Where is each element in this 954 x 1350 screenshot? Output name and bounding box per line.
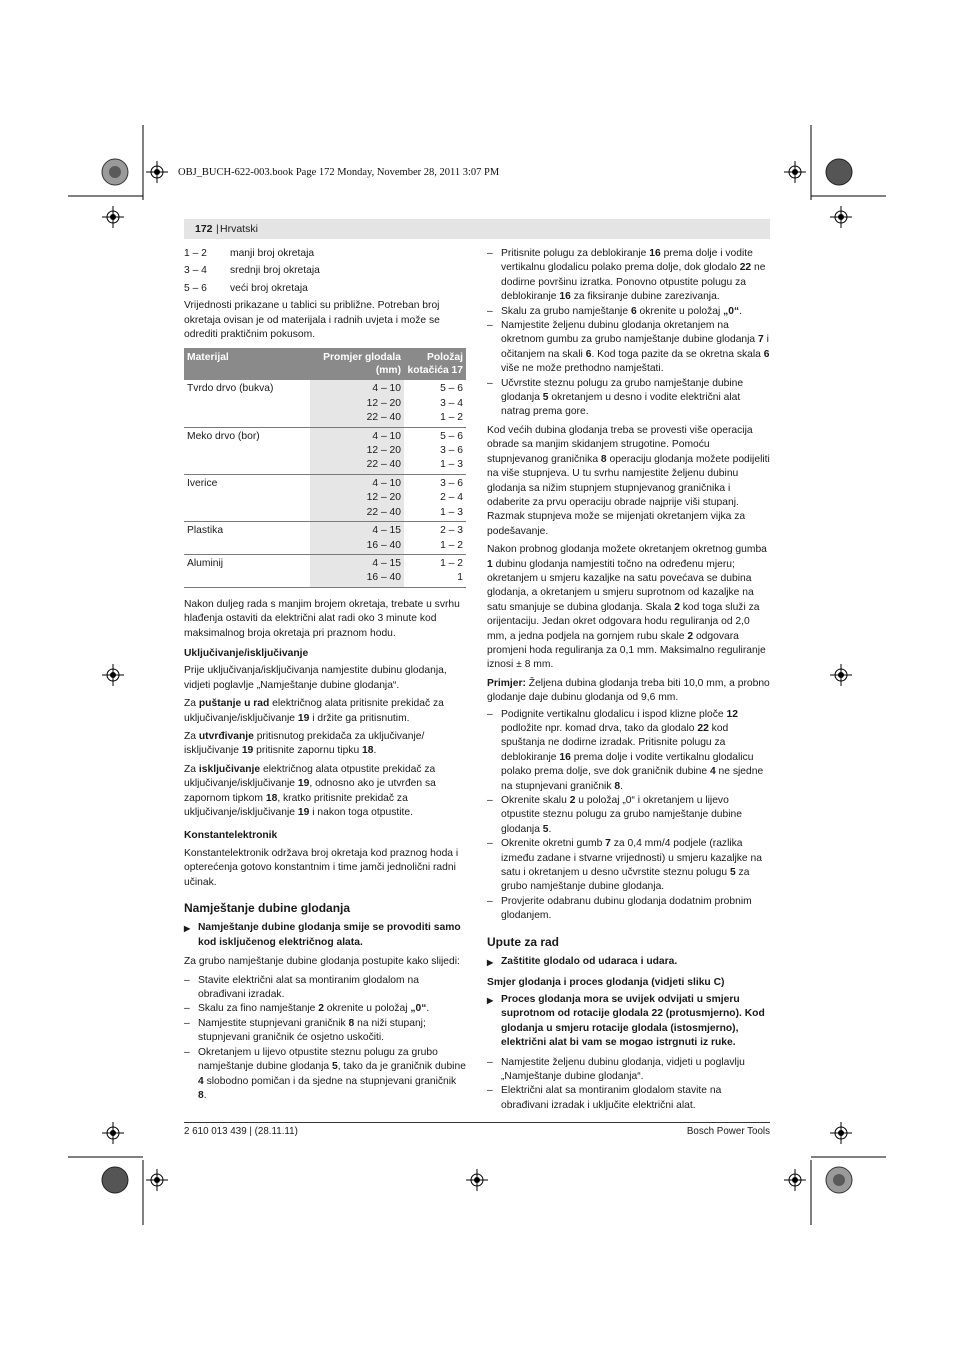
depth-step-7: – Namjestite željenu dubinu glodanja okretanjem na okretnom gumbu za grubo namještanje dubine glodanja 7 i očitanjem na skali 6. Kod toga pazite da se okretna skala 6 više ne može prethodno namještati.	[487, 320, 770, 375]
table-row	[184, 380, 466, 427]
position-value: 2 – 3	[440, 525, 463, 537]
cell-position	[404, 474, 466, 521]
speed-table	[184, 348, 466, 587]
depth-step-5: – Pritisnite polugu za deblokiranje 16 prema dolje i vodite vertikalnu glodalicu polako prema dolje, dok glodalo 22 ne dodirne površinu izratka. Ponovno otpustite polugu za deblokiranje 16 za fiksiranje dubine zarezivanja.	[487, 248, 766, 303]
position-value: 1 – 2	[440, 557, 463, 569]
position-value: 3 – 6	[440, 477, 463, 489]
direction-warning: ▶ Proces glodanja mora se uvijek odvijati u smjeru suprotnom od rotacije glodala 22 (protusmjerno). Kod glodanja u smjeru rotacije glodala (istosmjerno), električni alat bi vam se mogao istrgnuti iz ruke.	[487, 993, 770, 1051]
work-warning: ▶ Zaštitite glodalo od udaraca i udara.	[487, 955, 770, 970]
header-position: Položaj kotačića 17	[404, 348, 466, 380]
konst-heading: Konstantelektronik	[184, 830, 278, 842]
cell-material: Aluminij	[184, 554, 310, 587]
cell-diameter	[310, 554, 404, 587]
cell-position	[404, 554, 466, 587]
position-value: 1 – 3	[440, 459, 463, 471]
position-value: 1 – 3	[440, 506, 463, 518]
work-step-2: – Električni alat sa montiranim glodalom stavite na obrađivani izradak i uključite električni alat.	[487, 1085, 722, 1111]
diameter-value: 4 – 10	[372, 477, 401, 489]
position-value: 2 – 4	[440, 492, 463, 504]
speed-row	[184, 282, 466, 296]
direction-heading: Smjer glodanja i proces glodanja (vidjeti sliku C)	[487, 976, 725, 988]
right-column	[487, 247, 770, 1113]
diameter-value: 4 – 15	[372, 557, 401, 569]
cell-position	[404, 522, 466, 555]
cooling-note: Nakon duljeg rada s manjim brojem okretaja, trebate u svrhu hlađenja ostaviti da električni alat radi oko 3 minute kod maksimalnog broja okretaja pri praznom hodu.	[184, 598, 460, 639]
diameter-value: 22 – 40	[366, 506, 401, 518]
diameter-value: 12 – 20	[366, 397, 401, 409]
speed-value: manji broj okretaja	[230, 248, 315, 259]
footer-doc-number: 2 610 013 439 | (28.11.11)	[184, 1126, 298, 1137]
depth-step-2: – Skalu za fino namještanje 2 okrenite u položaj „0“.	[184, 1003, 430, 1015]
book-header: OBJ_BUCH-622-003.book Page 172 Monday, November 28, 2011 3:07 PM	[178, 167, 500, 178]
table-row	[184, 522, 466, 555]
cell-diameter	[310, 380, 404, 427]
position-value: 3 – 6	[440, 445, 463, 457]
speed-value: veći broj okretaja	[230, 282, 308, 294]
warning-bullet-icon: ▶	[487, 958, 494, 968]
diameter-value: 12 – 20	[366, 492, 401, 504]
depth-intro: Za grubo namještanje dubine glodanja postupite kako slijedi:	[184, 956, 460, 968]
header-material: Materijal	[184, 348, 310, 380]
position-value: 3 – 4	[440, 397, 463, 409]
position-value: 5 – 6	[440, 430, 463, 442]
speed-legend	[184, 247, 466, 296]
warning-bullet-icon: ▶	[487, 995, 494, 1005]
position-value: 5 – 6	[440, 383, 463, 395]
table-row	[184, 427, 466, 474]
cell-material: Tvrdo drvo (bukva)	[187, 383, 274, 395]
diameter-value: 22 – 40	[366, 412, 401, 424]
switch-para-2: Za puštanje u rad električnog alata pritisnite prekidač za uključivanje/isključivanje 19 i držite ga pritisnutim.	[184, 698, 444, 724]
depth-step-6: – Skalu za grubo namještanje 6 okrenite u položaj „0“.	[487, 305, 743, 317]
example-step-4: – Provjerite odabranu dubinu glodanja dodatnim probnim glodanjem.	[487, 895, 752, 922]
cell-diameter	[310, 474, 404, 521]
cell-position	[404, 380, 466, 427]
warning-bullet-icon: ▶	[184, 924, 191, 934]
switch-para-4: Za isključivanje električnog alata otpustite prekidač za uključivanje/isključivanje 19, odnosno ako je utvrđen sa zapornom tipkom 18, kratko pritisnite prekidač za uključivanje/isključivanje 19 i nakon toga otpustite.	[184, 763, 436, 818]
position-value: 1 – 2	[440, 539, 463, 551]
page-separator: |	[216, 223, 219, 235]
depth-heading: Namještanje dubine glodanja	[184, 901, 351, 916]
table-row	[184, 474, 466, 521]
speed-row	[184, 247, 466, 261]
cell-diameter	[310, 427, 404, 474]
left-column	[184, 247, 466, 1103]
speed-key: 3 – 4	[184, 265, 207, 277]
table-intro: Vrijednosti prikazane u tablici su približne. Potreban broj okretaja ovisan je od materijala i radnih uvjeta i može se odrediti praktičnim pokusom.	[184, 300, 440, 341]
switch-heading: Uključivanje/isključivanje	[184, 647, 309, 659]
cell-material: Iverice	[184, 474, 310, 521]
page-number: 172	[195, 223, 213, 235]
footer-rule	[184, 1122, 770, 1123]
switch-para-3: Za utvrđivanje pritisnutog prekidača za uključivanje/ isključivanje 19 pritisnite zapornu tipku 18.	[184, 730, 425, 757]
depth-warning: ▶ Namještanje dubine glodanja smije se provoditi samo kod isključenog električnog alata.	[184, 921, 466, 950]
switch-para-1: Prije uključivanja/isključivanja namjestite dubinu glodanja, vidjeti poglavlje „Namještanje dubine glodanja“.	[184, 665, 447, 691]
depth-step-3: – Namjestite stupnjevani graničnik 8 na niži stupanj; stupnjevani graničnik će osjetno uskočiti.	[184, 1017, 426, 1044]
table-header-row	[184, 348, 466, 380]
speed-key: 1 – 2	[184, 248, 207, 259]
example-step-1: – Podignite vertikalnu glodalicu i ispod klizne ploče 12 podložite npr. komad drva, tako da glodalo 22 kod spuštanja ne dodirne izradak. Pritisnite polugu za deblokiranje 16 prema dolje i vodite vertikalnu glodalicu polako prema dolje, sve dok graničnik dubine 4 ne sjedne na stupnjevani graničnik 8.	[487, 708, 764, 792]
diameter-value: 16 – 40	[366, 539, 401, 551]
depth-step-8: – Učvrstite steznu polugu za grubo namještanje dubine glodanja 5 okretanjem u desno i vodite električni alat natrag prema gore.	[487, 377, 744, 418]
diameter-value: 4 – 10	[372, 430, 401, 442]
speed-row	[184, 264, 466, 278]
diameter-value: 12 – 20	[366, 445, 401, 457]
diameter-value: 16 – 40	[366, 572, 401, 584]
diameter-value: 4 – 15	[372, 525, 401, 537]
example-step-2: – Okrenite skalu 2 u položaj „0“ i okretanjem u lijevo otpustite steznu polugu za grubo namještanje dubine glodanja 5.	[487, 795, 743, 835]
page-header-bar	[184, 219, 770, 239]
table-row	[184, 554, 466, 587]
position-value: 1	[457, 572, 463, 584]
fine-adjust-para: Nakon probnog glodanja možete okretanjem okretnog gumba 1 dubinu glodanja namjestiti točno na određenu mjeru; okretanjem u smjeru kazaljke na satu povećava se dubina glodanja, a okretanjem u smjeru suprotnom od kazaljke na satu smanjuje se dubina glodanja. Skala 2 kod toga služi za orijentaciju. Jedan okret odgovara hodu reguliranja od 2,0 mm, a jedna podjela na gornjem rubu skale 2 odgovara promjeni hoda reguliranja za 0,1 mm. Maksimalno reguliranje iznosi ± 8 mm.	[487, 544, 767, 671]
speed-key: 5 – 6	[184, 282, 207, 294]
diameter-value: 22 – 40	[366, 459, 401, 471]
konst-para: Konstantelektronik održava broj okretaja kod praznog hoda i opterećenja gotovo konstantnim i time jamči jednolični radni učinak.	[184, 847, 459, 888]
header-diameter: Promjer glodala (mm)	[310, 348, 404, 380]
diameter-value: 4 – 10	[372, 383, 401, 395]
position-value: 1 – 2	[440, 412, 463, 424]
work-heading: Upute za rad	[487, 934, 560, 949]
cell-material: Meko drvo (bor)	[184, 427, 310, 474]
page-language: Hrvatski	[220, 223, 258, 235]
depth-step-1: – Stavite električni alat sa montiranim glodalom na obrađivani izradak.	[184, 974, 419, 1001]
example-step-3: – Okrenite okretni gumb 7 za 0,4 mm/4 podjele (razlika između zadane i stvarne vrijednosti) u smjeru kazaljke na satu i okretanjem u desno učvrstite steznu polugu 5 za grubo namještanje dubine glodanja.	[487, 838, 762, 893]
depth-step-4: – Okretanjem u lijevo otpustite steznu polugu za grubo namještanje dubine glodanja 5, tako da je graničnik dubine 4 slobodno pomičan i da sjedne na stupnjevani graničnik 8.	[184, 1046, 466, 1101]
cell-material: Plastika	[184, 522, 310, 555]
speed-value: srednji broj okretaja	[230, 265, 320, 277]
cell-diameter	[310, 522, 404, 555]
step-stop-para: Kod većih dubina glodanja treba se provesti više operacija obrade sa manjim skidanjem strugotine. Pomoću stupnjevanog graničnika 8 operaciju glodanja možete podijeliti na više stupnjeva. U tu svrhu namjestite željenu dubinu glodanja sa nižim stupnjem stupnjevanog graničnika i odaberite za prvu operaciju obrade najprije viši stupanj. Razmak stupnjeva može se mijenjati okretanjem vijka za podešavanje.	[487, 424, 770, 537]
example-para: Primjer: Željena dubina glodanja treba biti 10,0 mm, a probno glodanje daje dubinu glodanja od 9,6 mm.	[487, 677, 770, 704]
work-step-1: – Namjestite željenu dubinu glodanja, vidjeti u poglavlju „Namještanje dubine glodanja“.	[487, 1056, 745, 1082]
footer-brand: Bosch Power Tools	[686, 1126, 770, 1137]
cell-position	[404, 427, 466, 474]
